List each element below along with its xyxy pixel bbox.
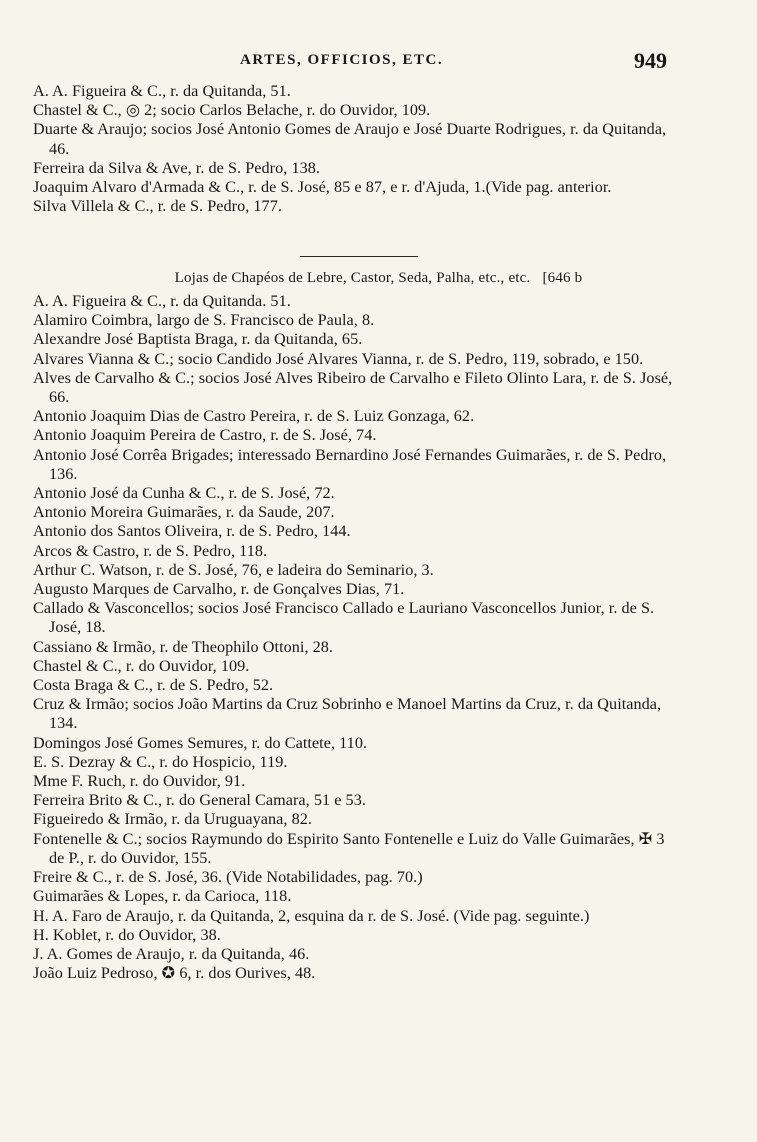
section-heading (0, 268, 757, 288)
list-item: Callado & Vasconcellos; socios José Francisco Callado e Lauriano Vasconcellos Junior, r. de S. José, 18. (33, 599, 655, 637)
list-item: Antonio Joaquim Dias de Castro Pereira, r. de S. Luiz Gonzaga, 62. (33, 407, 475, 426)
list-item: Guimarães & Lopes, r. da Carioca, 118. (33, 887, 292, 906)
page-number: 949 (634, 48, 667, 73)
list-item: Cruz & Irmão; socios João Martins da Cruz Sobrinho e Manoel Martins da Cruz, r. da Quitanda, 134. (33, 695, 662, 733)
section-continued-entries (33, 82, 683, 216)
list-item: Alexandre José Baptista Braga, r. da Quitanda, 65. (33, 330, 363, 349)
page-header (0, 50, 757, 76)
list-item: Arthur C. Watson, r. de S. José, 76, e ladeira do Seminario, 3. (33, 560, 434, 579)
list-item: H. A. Faro de Araujo, r. da Quitanda, 2, esquina da r. de S. José. (Vide pag. seguinte.) (33, 906, 590, 925)
list-item: João Luiz Pedroso, ✪ 6, r. dos Ourives, 48. (33, 964, 316, 983)
list-item: Augusto Marques de Carvalho, r. de Gonçalves Dias, 71. (33, 580, 405, 599)
list-item: Joaquim Alvaro d'Armada & C., r. de S. José, 85 e 87, e r. d'Ajuda, 1.(Vide pag. anterior. (33, 178, 612, 197)
list-item: Silva Villela & C., r. de S. Pedro, 177. (33, 197, 282, 216)
list-item: Antonio Moreira Guimarães, r. da Saude, 207. (33, 503, 335, 522)
list-item: Freire & C., r. de S. José, 36. (Vide Notabilidades, pag. 70.) (33, 868, 423, 887)
list-item: Duarte & Araujo; socios José Antonio Gomes de Araujo e José Duarte Rodrigues, r. da Quitanda, 46. (33, 120, 667, 158)
list-item: Antonio dos Santos Oliveira, r. de S. Pedro, 144. (33, 522, 351, 541)
section-hat-shops (33, 292, 683, 983)
list-item: Chastel & C., ◎ 2; socio Carlos Belache, r. do Ouvidor, 109. (33, 101, 431, 120)
list-item: Cassiano & Irmão, r. de Theophilo Ottoni, 28. (33, 637, 334, 656)
list-item: J. A. Gomes de Araujo, r. da Quitanda, 46. (33, 944, 310, 963)
list-item: Ferreira da Silva & Ave, r. de S. Pedro, 138. (33, 158, 320, 177)
list-item: Antonio José da Cunha & C., r. de S. José, 72. (33, 484, 335, 503)
list-item: A. A. Figueira & C., r. da Quitanda. 51. (33, 292, 291, 310)
list-item: E. S. Dezray & C., r. do Hospicio, 119. (33, 752, 288, 771)
list-item: Chastel & C., r. do Ouvidor, 109. (33, 656, 250, 675)
list-item: Alves de Carvalho & C.; socios José Alves Ribeiro de Carvalho e Fileto Olinto Lara, r. de S. José, 66. (33, 368, 673, 407)
list-item: Antonio José Corrêa Brigades; interessado Bernardino José Fernandes Guimarães, r. de S. Pedro, 136. (33, 445, 667, 483)
list-item: Costa Braga & C., r. de S. Pedro, 52. (33, 676, 274, 695)
list-item: H. Koblet, r. do Ouvidor, 38. (33, 925, 221, 944)
list-item: Alvares Vianna & C.; socio Candido José Alvares Vianna, r. de S. Pedro, 119, sobrado, e 150. (33, 349, 644, 368)
list-item: Fontenelle & C.; socios Raymundo do Espirito Santo Fontenelle e Luiz do Valle Guimarães, ✠ 3 de P., r. do Ouvidor, 155. (33, 829, 665, 867)
list-item: Antonio Joaquim Pereira de Castro, r. de S. José, 74. (33, 426, 377, 445)
list-item: Figueiredo & Irmão, r. da Uruguayana, 82. (33, 810, 312, 829)
list-item: Mme F. Ruch, r. do Ouvidor, 91. (33, 772, 246, 791)
section-heading-text: Lojas de Chapéos de Lebre, Castor, Seda, Palha, etc., etc. (174, 270, 531, 286)
section-divider (300, 256, 418, 257)
list-item: Domingos José Gomes Semures, r. do Cattete, 110. (33, 733, 368, 752)
running-head: ARTES, OFFICIOS, ETC. (240, 52, 444, 68)
list-item: Alamiro Coimbra, largo de S. Francisco de Paula, 8. (33, 311, 375, 330)
list-item: Ferreira Brito & C., r. do General Camara, 51 e 53. (33, 791, 366, 810)
list-item: A. A. Figueira & C., r. da Quitanda, 51. (33, 82, 291, 100)
section-heading-reference: [646 b (542, 270, 583, 286)
list-item: Arcos & Castro, r. de S. Pedro, 118. (33, 541, 268, 560)
